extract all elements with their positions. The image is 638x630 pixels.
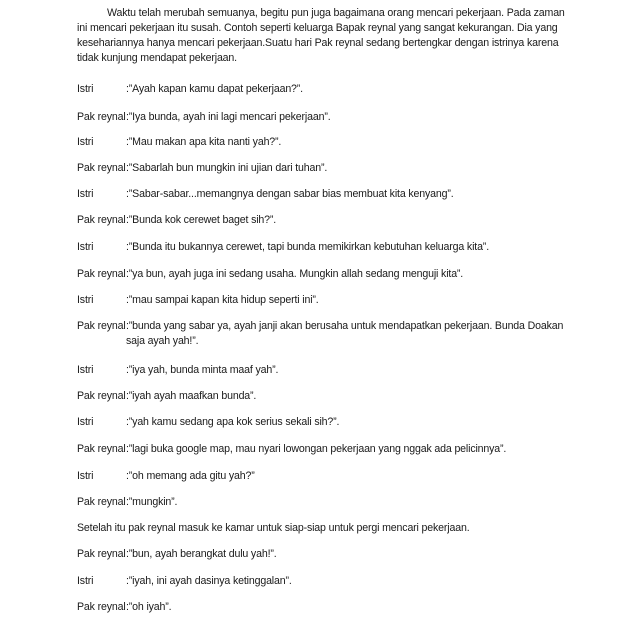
speaker-name: Istri [77,83,94,95]
speaker-name: Pak reynal [77,548,126,560]
speaker-name: Istri [77,188,94,200]
speaker-name: Istri [77,241,94,253]
speech-text: :”bunda yang sabar ya, ayah janji akan berusaha untuk mendapatkan pekerjaan. Bunda Doakan saja ayah yah!”. [126,320,564,347]
speech-text: :”iyah, ini ayah dasinya ketinggalan”. [126,575,292,587]
speaker-name: Istri [77,364,94,376]
speech-text: :”Bunda kok cerewet baget sih?”. [126,214,277,226]
speaker-name: Pak reynal [77,320,126,332]
speech-text: :”Bunda itu bukannya cerewet, tapi bunda memikirkan kebutuhan keluarga kita”. [126,241,489,253]
speaker-name: Istri [77,470,94,482]
speech-text: :”bun, ayah berangkat dulu yah!”. [126,548,277,560]
speaker-name: Pak reynal [77,443,126,455]
speech-text: :”oh iyah”. [126,601,172,613]
speaker-name: Istri [77,575,94,587]
speech-text: :”Iya bunda, ayah ini lagi mencari pekerjaan”. [126,111,331,123]
intro-paragraph: Waktu telah merubah semuanya, begitu pun juga bagaimana orang mencari pekerjaan. Pada zaman ini mencari pekerjaan itu susah. Contoh seperti keluarga Bapak reynal yang sangat kekurangan. Dia yang kesehariannya hanya mencari pekerjaan.Suatu hari Pak reynal sedang bertengkar dengan istrinya karena tidak kunjung mendapat pekerjaan. [77,7,565,64]
speech-text: :”Mau makan apa kita nanti yah?”. [126,136,282,148]
speech-text: :”ya bun, ayah juga ini sedang usaha. Mungkin allah sedang menguji kita”. [126,268,464,280]
speech-text: :”yah kamu sedang apa kok serius sekali sih?”. [126,416,340,428]
speaker-name: Pak reynal [77,214,126,226]
speaker-name: Istri [77,416,94,428]
speech-text: :”Sabarlah bun mungkin ini ujian dari tuhan”. [126,162,328,174]
speaker-name: Pak reynal [77,496,126,508]
speaker-name: Istri [77,294,94,306]
speech-text: :”Ayah kapan kamu dapat pekerjaan?”. [126,83,303,95]
speaker-name: Pak reynal [77,268,126,280]
speech-text: :”oh memang ada gitu yah?” [126,470,255,482]
speaker-name: Pak reynal [77,390,126,402]
narration-line: Setelah itu pak reynal masuk ke kamar untuk siap-siap untuk pergi mencari pekerjaan. [77,522,470,534]
speaker-name: Pak reynal [77,111,126,123]
speech-text: :”Sabar-sabar...memangnya dengan sabar bias membuat kita kenyang”. [126,188,454,200]
speaker-name: Pak reynal [77,162,126,174]
speech-text: :”iya yah, bunda minta maaf yah”. [126,364,279,376]
speech-text: :”lagi buka google map, mau nyari lowongan pekerjaan yang nggak ada pelicinnya”. [126,443,507,455]
speaker-name: Pak reynal [77,601,126,613]
speaker-name: Istri [77,136,94,148]
speech-text: :”mau sampai kapan kita hidup seperti ini”. [126,294,319,306]
speech-text: :”iyah ayah maafkan bunda”. [126,390,257,402]
speech-text: :”mungkin”. [126,496,178,508]
